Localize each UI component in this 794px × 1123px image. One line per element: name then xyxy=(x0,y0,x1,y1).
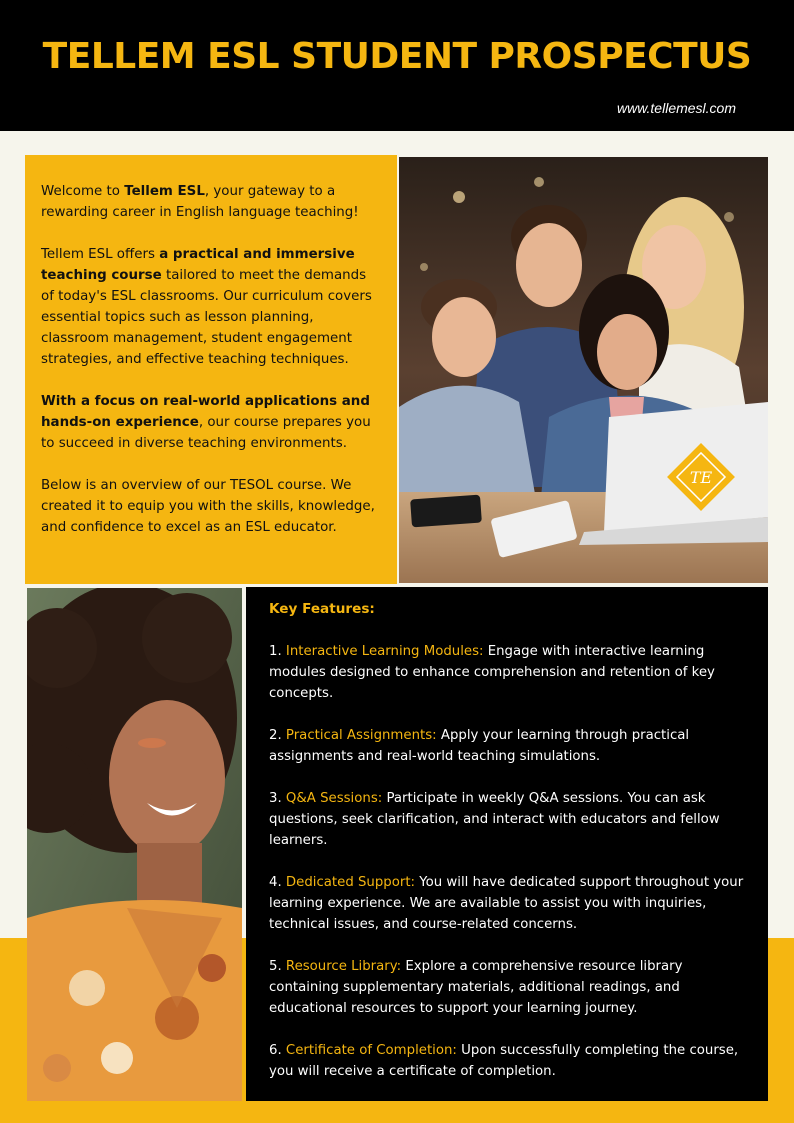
feature-description: Explore a comprehensive resource library containing supplementary materials, additional readings, and educational resources to support your learning journey. xyxy=(269,959,683,1016)
key-features-panel xyxy=(246,587,768,1101)
features-heading: Key Features: xyxy=(269,601,375,617)
feature-name: Practical Assignments: xyxy=(285,728,437,743)
feature-number: 4. xyxy=(269,875,286,890)
feature-number: 5. xyxy=(269,959,286,974)
feature-number: 1. xyxy=(269,644,286,659)
feature-number: 3. xyxy=(269,791,286,806)
students-at-laptop-photo xyxy=(399,157,768,583)
feature-item xyxy=(269,725,746,767)
website-link[interactable]: www.tellemesl.com xyxy=(616,100,736,116)
feature-description: Upon successfully completing the course, you will receive a certificate of completion. xyxy=(269,1043,739,1079)
intro-paragraph-3: With a focus on real-world applications and hands-on experience, our course prepares you to succeed in diverse teaching environments. xyxy=(41,394,371,451)
feature-description: You will have dedicated support throughout your learning experience. We are available to assist you with inquiries, technical issues, and course-related concerns. xyxy=(269,875,744,932)
intro-paragraph-2: Tellem ESL offers a practical and immersive teaching course tailored to meet the demands of today's ESL classrooms. Our curriculum covers essential topics such as lesson planning, classroom management, student engagement strategies, and effective teaching techniques. xyxy=(41,247,372,367)
feature-name: Interactive Learning Modules: xyxy=(285,644,484,659)
features-list xyxy=(269,641,746,1082)
intro-paragraph-4: Below is an overview of our TESOL course. We created it to equip you with the skills, knowledge, and confidence to excel as an ESL educator. xyxy=(41,478,375,535)
smiling-woman-photo xyxy=(27,588,242,1101)
feature-description: Apply your learning through practical assignments and real-world teaching simulations. xyxy=(269,728,690,764)
header-banner xyxy=(0,0,794,131)
feature-description: Participate in weekly Q&A sessions. You can ask questions, seek clarification, and interact with educators and fellow learners. xyxy=(269,791,720,848)
feature-item xyxy=(269,788,746,851)
feature-name: Q&A Sessions: xyxy=(285,791,383,806)
feature-name: Dedicated Support: xyxy=(285,875,416,890)
feature-name: Resource Library: xyxy=(285,959,402,974)
feature-description: Engage with interactive learning modules designed to enhance comprehension and retention of key concepts. xyxy=(269,644,715,701)
feature-number: 6. xyxy=(269,1043,286,1058)
intro-paragraph-1: Welcome to Tellem ESL, your gateway to a rewarding career in English language teaching! xyxy=(41,184,359,220)
feature-item xyxy=(269,641,746,704)
feature-item xyxy=(269,1040,746,1082)
logo-monogram: TE xyxy=(689,468,713,487)
intro-panel xyxy=(25,155,397,584)
feature-item xyxy=(269,956,746,1019)
feature-number: 2. xyxy=(269,728,286,743)
page-title: TELLEM ESL STUDENT PROSPECTUS xyxy=(42,36,752,77)
feature-item xyxy=(269,872,746,935)
feature-name: Certificate of Completion: xyxy=(285,1043,457,1058)
